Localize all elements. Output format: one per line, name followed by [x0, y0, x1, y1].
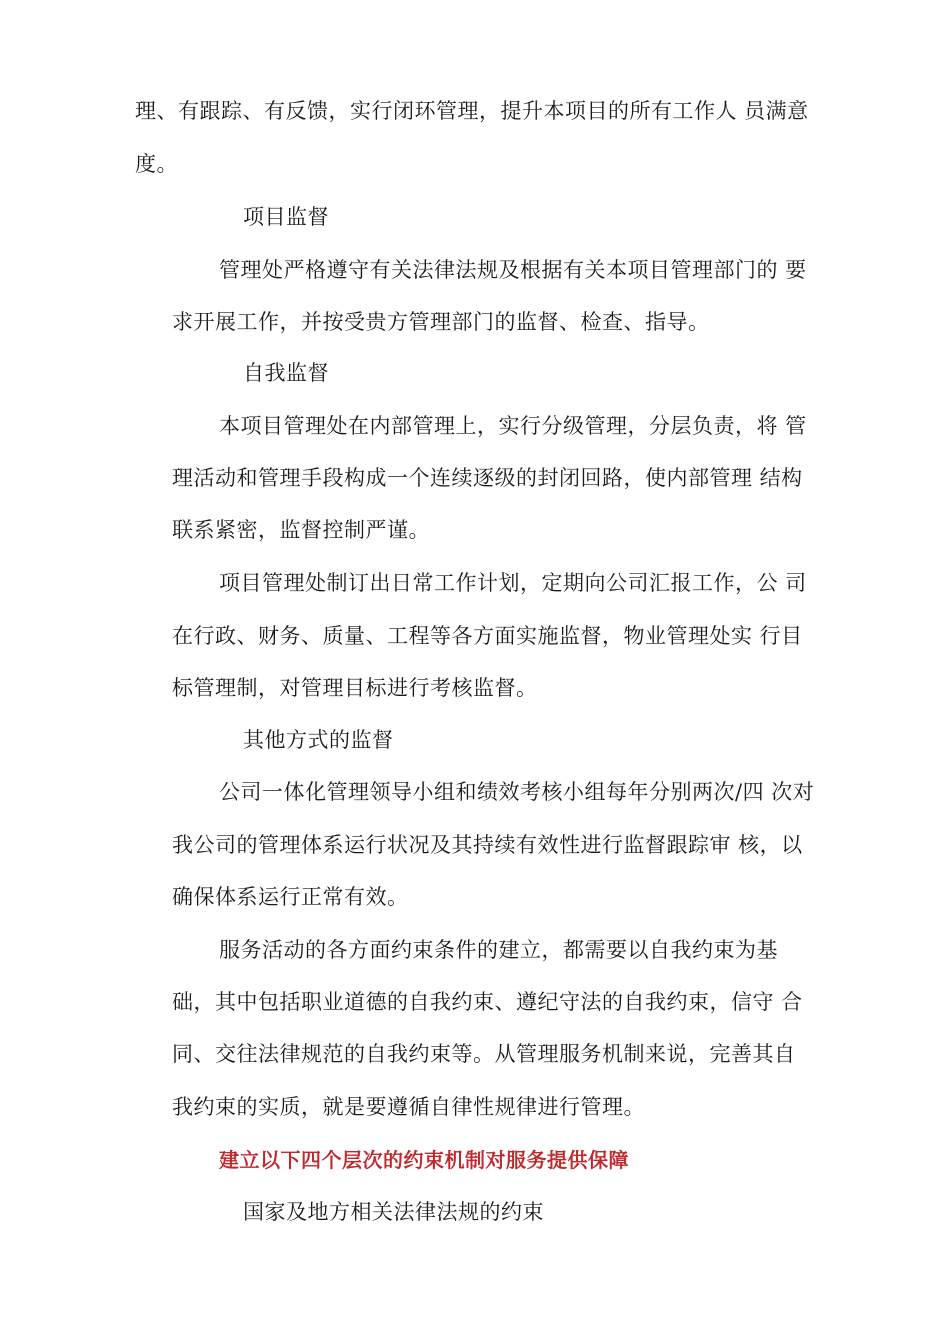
paragraph-line: 联系紧密，监督控制严谨。: [172, 518, 430, 542]
subheading-project-supervision: 项目监督: [243, 205, 329, 229]
paragraph-line: 求开展工作，并按受贵方管理部门的监督、检查、指导。: [172, 310, 710, 334]
subheading-other-supervision: 其他方式的监督: [243, 728, 394, 752]
paragraph-line: 项目管理处制订出日常工作计划，定期向公司汇报工作，公 司: [219, 571, 807, 595]
paragraph-line: 我约束的实质，就是要遵循自律性规律进行管理。: [172, 1095, 645, 1119]
paragraph-line: 我公司的管理体系运行状况及其持续有效性进行监督跟踪审 核，以: [172, 833, 803, 857]
paragraph-line: 同、交往法律规范的自我约束等。从管理服务机制来说，完善其自: [172, 1042, 796, 1066]
subheading-legal-constraints: 国家及地方相关法律法规的约束: [243, 1200, 544, 1224]
paragraph-line: 标管理制，对管理目标进行考核监督。: [172, 676, 538, 700]
paragraph-line: 理、有跟踪、有反馈，实行闭环管理，提升本项目的所有工作人 员满意: [135, 99, 809, 123]
paragraph-line: 度。: [135, 152, 178, 176]
paragraph-line: 确保体系运行正常有效。: [172, 885, 409, 909]
paragraph-line: 公司一体化管理领导小组和绩效考核小组每年分别两次/四 次对: [219, 780, 815, 804]
section-heading-four-level-constraints: 建立以下四个层次的约束机制对服务提供保障: [219, 1148, 629, 1172]
paragraph-line: 在行政、财务、质量、工程等各方面实施监督，物业管理处实 行目: [172, 624, 803, 648]
paragraph-line: 础，其中包括职业道德的自我约束、遵纪守法的自我约束，信守 合: [172, 990, 803, 1014]
subheading-self-supervision: 自我监督: [243, 361, 329, 385]
paragraph-line: 本项目管理处在内部管理上，实行分级管理，分层负责，将 管: [219, 414, 807, 438]
paragraph-line: 管理处严格遵守有关法律法规及根据有关本项目管理部门的 要: [219, 258, 807, 282]
paragraph-line: 服务活动的各方面约束条件的建立，都需要以自我约束为基: [219, 938, 778, 962]
paragraph-line: 理活动和管理手段构成一个连续逐级的封闭回路，使内部管理 结构: [172, 466, 803, 490]
